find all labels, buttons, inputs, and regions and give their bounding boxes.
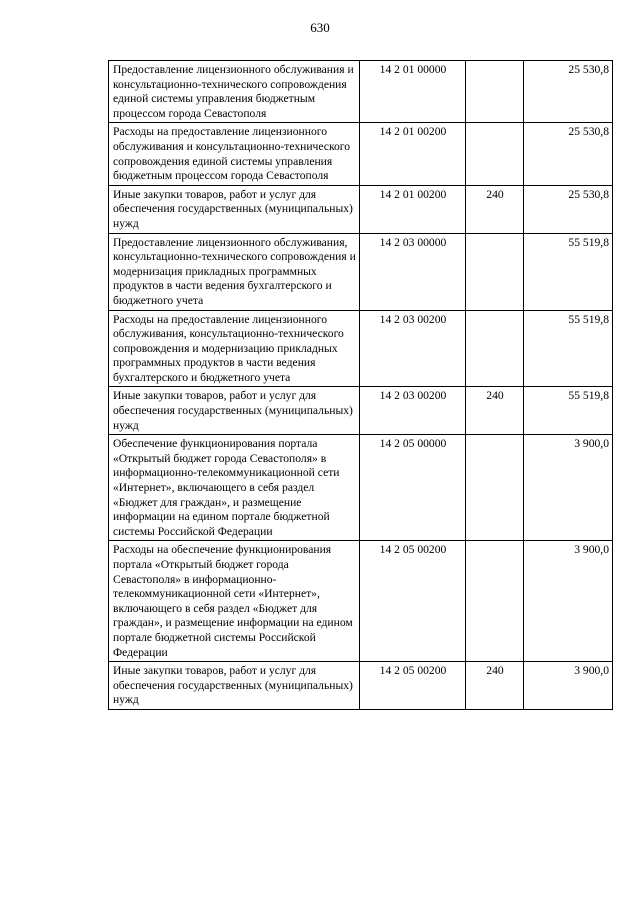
table-row: [109, 662, 613, 710]
row-sum-cell: 55 519,8: [524, 387, 613, 435]
row-name-cell: Расходы на предоставление лицензионного обслуживания и консультационно-технического сопровождения единой системы управления бюджетным процессом города Севастополя: [109, 123, 360, 185]
row-type-cell: 240: [466, 387, 524, 435]
row-code-cell: 14 2 03 00200: [360, 387, 466, 435]
row-type-cell: [466, 541, 524, 662]
table-row: [109, 435, 613, 541]
row-code-cell: 14 2 03 00200: [360, 310, 466, 387]
row-sum-cell: 3 900,0: [524, 662, 613, 710]
row-name-cell: Иные закупки товаров, работ и услуг для обеспечения государственных (муниципальных) нужд: [109, 662, 360, 710]
table-row: [109, 123, 613, 185]
row-sum-cell: 25 530,8: [524, 123, 613, 185]
page-number: 630: [310, 20, 330, 35]
row-name-cell: Обеспечение функционирования портала «Открытый бюджет города Севастополя» в информационно-телекоммуникационной сети «Интернет», включающего в себя раздел «Бюджет для граждан», и размещение информации на едином портале бюджетной системы Российской Федерации: [109, 435, 360, 541]
row-sum-cell: 25 530,8: [524, 185, 613, 233]
table-row: [109, 387, 613, 435]
row-type-cell: 240: [466, 662, 524, 710]
row-type-cell: 240: [466, 185, 524, 233]
row-type-cell: [466, 123, 524, 185]
row-name-cell: Предоставление лицензионного обслуживания и консультационно-технического сопровождения единой системы управления бюджетным процессом города Севастополя: [109, 61, 360, 123]
row-code-cell: 14 2 01 00000: [360, 61, 466, 123]
row-sum-cell: 25 530,8: [524, 61, 613, 123]
row-name-cell: Иные закупки товаров, работ и услуг для обеспечения государственных (муниципальных) нужд: [109, 185, 360, 233]
row-name-cell: Иные закупки товаров, работ и услуг для обеспечения государственных (муниципальных) нужд: [109, 387, 360, 435]
row-code-cell: 14 2 01 00200: [360, 123, 466, 185]
row-sum-cell: 55 519,8: [524, 233, 613, 310]
row-code-cell: 14 2 05 00000: [360, 435, 466, 541]
row-name-cell: Расходы на обеспечение функционирования портала «Открытый бюджет города Севастополя» в информационно-телекоммуникационной сети «Интернет», включающего в себя раздел «Бюджет для граждан», и размещение информации на едином портале бюджетной системы Российской Федерации: [109, 541, 360, 662]
row-name-cell: Расходы на предоставление лицензионного обслуживания, консультационно-технического сопровождения и модернизацию прикладных программных продуктов в части ведения бухгалтерского и бюджетного учета: [109, 310, 360, 387]
row-code-cell: 14 2 03 00000: [360, 233, 466, 310]
row-sum-cell: 3 900,0: [524, 541, 613, 662]
table-row: [109, 61, 613, 123]
row-type-cell: [466, 61, 524, 123]
table-row: [109, 233, 613, 310]
budget-table: [108, 60, 613, 710]
row-sum-cell: 55 519,8: [524, 310, 613, 387]
row-type-cell: [466, 233, 524, 310]
table-row: [109, 310, 613, 387]
table-row: [109, 541, 613, 662]
table-row: [109, 185, 613, 233]
row-code-cell: 14 2 05 00200: [360, 541, 466, 662]
row-name-cell: Предоставление лицензионного обслуживания, консультационно-технического сопровождения и модернизация прикладных программных продуктов в части ведения бухгалтерского и бюджетного учета: [109, 233, 360, 310]
row-type-cell: [466, 435, 524, 541]
row-type-cell: [466, 310, 524, 387]
row-code-cell: 14 2 05 00200: [360, 662, 466, 710]
row-code-cell: 14 2 01 00200: [360, 185, 466, 233]
row-sum-cell: 3 900,0: [524, 435, 613, 541]
